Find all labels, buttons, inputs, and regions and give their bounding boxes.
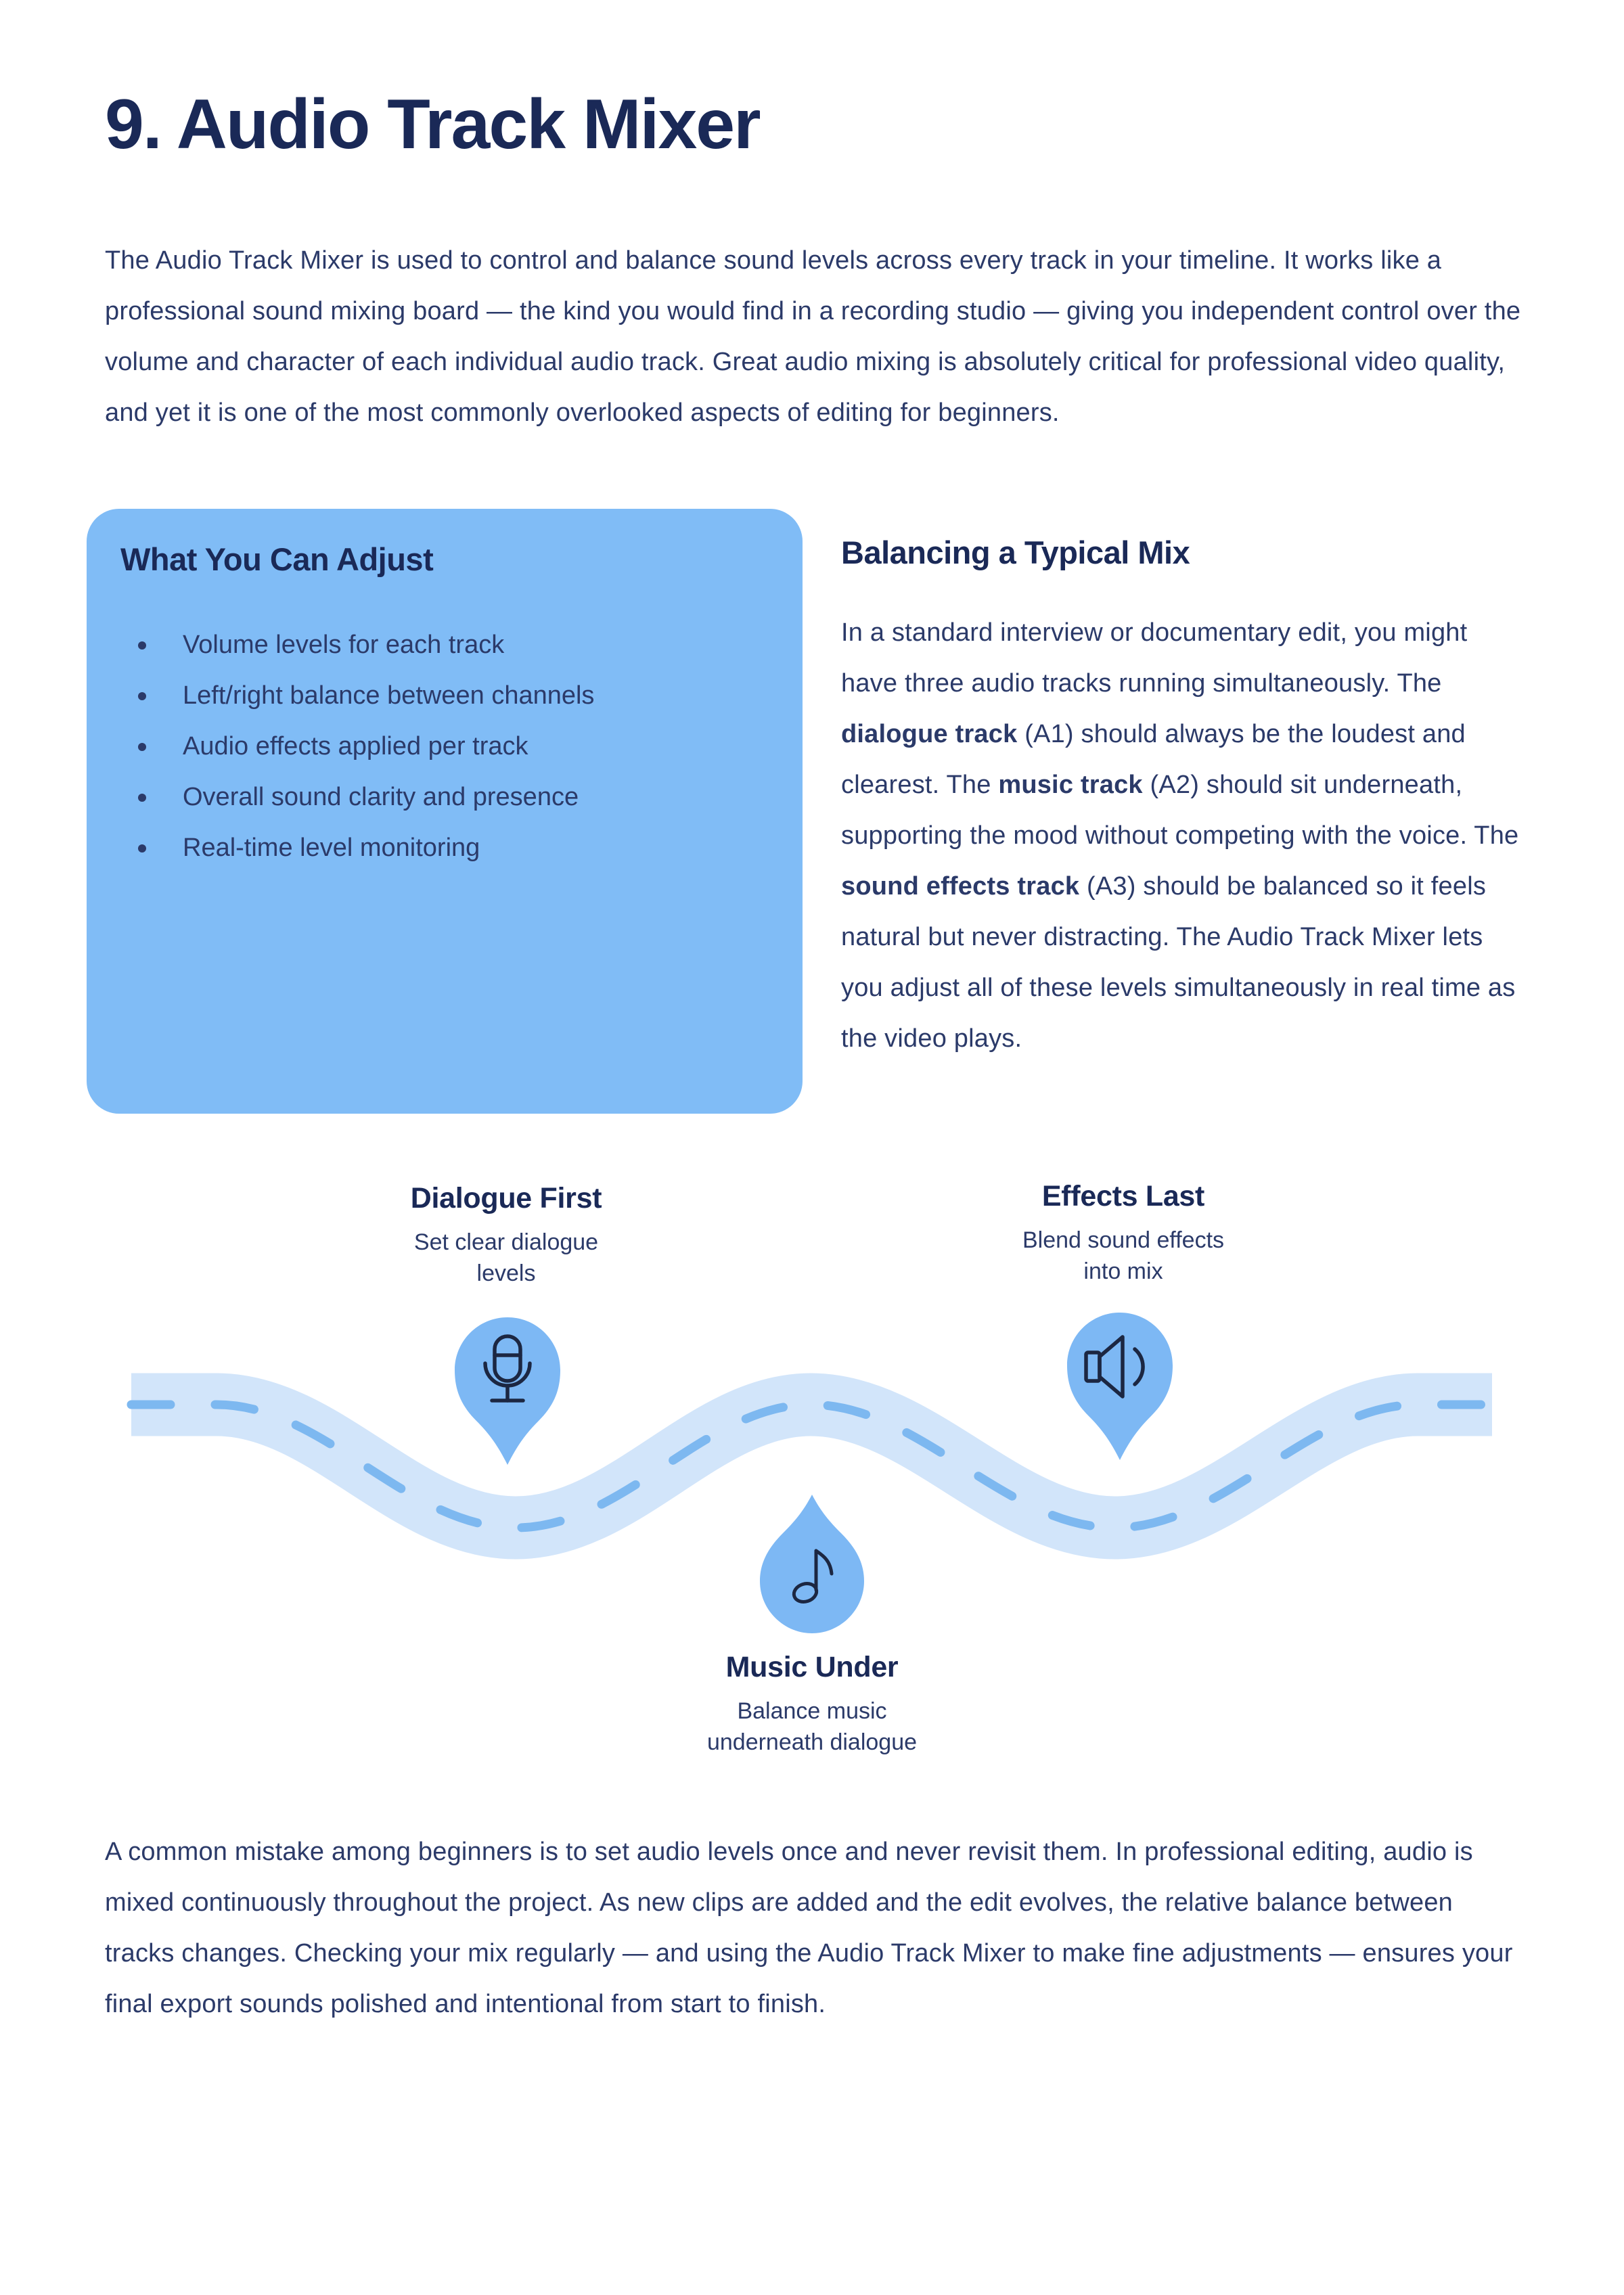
outro-paragraph: A common mistake among beginners is to set audio levels once and never revisit them. In professional editing, audio is mixed continuously throughout the project. As new clips are added and the edit evolves, the relative balance between tracks changes. Checking your mix regularly — and using the Audio Track Mixer to make fine adjustments — ensures your final export sounds polished and intentional from start to finish.	[105, 1838, 1513, 2018]
balance-paragraph	[841, 608, 1526, 1064]
dialogue-pin	[455, 1317, 560, 1465]
milestone-title: Effects Last	[1041, 1180, 1205, 1212]
balance-bold-segment: sound effects track	[841, 872, 1080, 901]
adjust-list	[120, 620, 765, 873]
adjust-list-item	[120, 620, 765, 671]
music-drop	[760, 1495, 864, 1633]
bullet-dot	[138, 743, 146, 751]
milestone-desc-line: levels	[476, 1260, 536, 1286]
adjust-item-label: Overall sound clarity and presence	[183, 783, 579, 811]
milestone-dialogue-first	[303, 1181, 709, 1289]
milestone-effects-last	[920, 1179, 1326, 1287]
adjust-item-label: Audio effects applied per track	[183, 732, 528, 760]
adjust-item-label: Left/right balance between channels	[183, 681, 595, 710]
milestone-desc-line: underneath dialogue	[706, 1729, 918, 1755]
bullet-dot	[138, 794, 146, 802]
adjust-list-item	[120, 721, 765, 772]
milestone-desc-line: into mix	[1083, 1258, 1163, 1284]
balance-title: Balancing a Typical Mix	[841, 535, 1190, 570]
adjust-list-item	[120, 772, 765, 823]
intro-paragraph: The Audio Track Mixer is used to control and balance sound levels across every track in your timeline. It works like a professional sound mixing board — the kind you would find in a recording studio — giving you independent control over the volume and character of each individual audio track. Great audio mixing is absolutely critical for professional video quality, and yet it is one of the most commonly overlooked aspects of editing for beginners.	[105, 246, 1521, 427]
milestone-music-under	[609, 1650, 1015, 1758]
page-title: 9. Audio Track Mixer	[105, 85, 760, 164]
balance-text-segment: In a standard interview or documentary edit, you might have three audio tracks running simultaneously. The	[841, 618, 1468, 698]
milestone-title: Dialogue First	[410, 1182, 602, 1214]
balance-text-segment: (A1) should always be the loudest and clearest. The	[841, 720, 1466, 799]
milestone-description	[920, 1225, 1326, 1287]
bullet-dot	[138, 641, 146, 650]
effects-pin	[1067, 1313, 1173, 1460]
adjust-list-item	[120, 671, 765, 721]
milestone-description	[303, 1227, 709, 1289]
balance-text-segment: (A2) should sit underneath, supporting the mood without competing with the voice. The	[841, 771, 1519, 850]
milestone-desc-line: Balance music	[737, 1698, 887, 1724]
balance-bold-segment: dialogue track	[841, 720, 1018, 748]
adjust-item-label: Real-time level monitoring	[183, 834, 480, 862]
adjust-box	[87, 509, 803, 1114]
milestone-desc-line: Set clear dialogue	[413, 1229, 599, 1255]
milestone-description	[609, 1696, 1015, 1758]
milestone-desc-line: Blend sound effects	[1022, 1227, 1225, 1253]
balance-section	[841, 533, 1526, 1064]
adjust-box-title: What You Can Adjust	[120, 541, 434, 577]
milestone-title: Music Under	[725, 1651, 899, 1683]
adjust-item-label: Volume levels for each track	[183, 631, 505, 659]
balance-text-segment: (A3) should be balanced so it feels natural but never distracting. The Audio Track Mixer lets you adjust all of these levels simultaneously in real time as the video plays.	[841, 872, 1516, 1053]
bullet-dot	[138, 692, 146, 700]
balance-bold-segment: music track	[998, 771, 1143, 799]
bullet-dot	[138, 844, 146, 853]
adjust-list-item	[120, 823, 765, 873]
